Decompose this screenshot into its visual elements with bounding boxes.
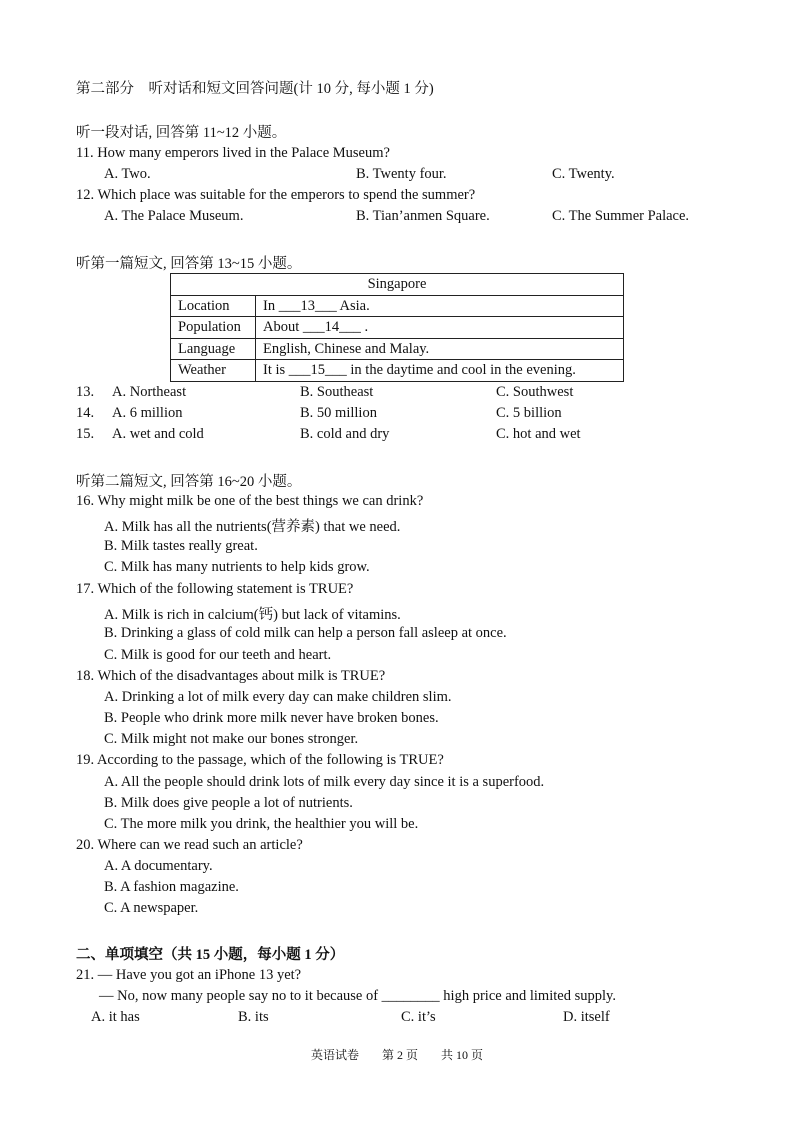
table-key: Population — [171, 317, 256, 339]
question-18-option-b: B. People who drink more milk never have broken bones. — [104, 710, 439, 726]
table-value: It is ___15___ in the daytime and cool in the evening. — [256, 360, 624, 382]
question-11-option-a: A. Two. — [104, 166, 151, 182]
question-16-option-c: C. Milk has many nutrients to help kids grow. — [104, 559, 370, 575]
table-value: In ___13___ Asia. — [256, 295, 624, 317]
table-value: English, Chinese and Malay. — [256, 338, 624, 360]
question-21-line1: 21. — Have you got an iPhone 13 yet? — [76, 967, 302, 983]
passage2-intro: 听第二篇短文, 回答第 16~20 小题。 — [76, 474, 302, 490]
part2-heading: 第二部分 听对话和短文回答问题(计 10 分, 每小题 1 分) — [76, 81, 434, 97]
question-17-option-c: C. Milk is good for our teeth and heart. — [104, 647, 332, 663]
question-15-option-b: B. cold and dry — [300, 426, 390, 442]
question-18-option-a: A. Drinking a lot of milk every day can make children slim. — [104, 689, 452, 705]
question-11-option-b: B. Twenty four. — [356, 166, 447, 182]
table-title: Singapore — [171, 274, 624, 296]
question-13-option-c: C. Southwest — [496, 384, 574, 400]
question-19-stem: 19. According to the passage, which of the following is TRUE? — [76, 752, 444, 768]
question-21-option-a: A. it has — [91, 1009, 140, 1025]
dialogue-intro: 听一段对话, 回答第 11~12 小题。 — [76, 125, 287, 141]
question-14-option-c: C. 5 billion — [496, 405, 562, 421]
question-18-stem: 18. Which of the disadvantages about milk is TRUE? — [76, 668, 386, 684]
question-13-option-b: B. Southeast — [300, 384, 374, 400]
question-12-stem: 12. Which place was suitable for the emperors to spend the summer? — [76, 187, 476, 203]
question-17-option-a: A. Milk is rich in calcium(钙) but lack of vitamins. — [104, 607, 401, 623]
table-row — [171, 317, 624, 339]
question-16-stem: 16. Why might milk be one of the best things we can drink? — [76, 493, 424, 509]
question-21-line2: — No, now many people say no to it because of ________ high price and limited supply. — [99, 988, 616, 1004]
question-17-option-b: B. Drinking a glass of cold milk can help a person fall asleep at once. — [104, 625, 507, 641]
page-footer — [0, 1046, 794, 1063]
section2-heading: 二、单项填空（共 15 小题，每小题 1 分） — [76, 947, 345, 963]
question-15-option-c: C. hot and wet — [496, 426, 581, 442]
singapore-table — [170, 273, 624, 382]
footer-total-pages: 共 10 页 — [441, 1048, 484, 1062]
question-13-option-a: A. Northeast — [112, 384, 187, 400]
question-14-number: 14. — [76, 405, 95, 421]
question-11-stem: 11. How many emperors lived in the Palace Museum? — [76, 145, 390, 161]
question-20-stem: 20. Where can we read such an article? — [76, 837, 303, 853]
table-value: About ___14___ . — [256, 317, 624, 339]
footer-subject: 英语试卷 — [310, 1048, 359, 1062]
question-12-option-b: B. Tian’anmen Square. — [356, 208, 490, 224]
question-19-option-a: A. All the people should drink lots of milk every day since it is a superfood. — [104, 774, 545, 790]
passage1-intro: 听第一篇短文, 回答第 13~15 小题。 — [76, 256, 302, 272]
question-20-option-a: A. A documentary. — [104, 858, 213, 874]
question-21-option-c: C. it’s — [401, 1009, 436, 1025]
question-13-number: 13. — [76, 384, 95, 400]
question-15-option-a: A. wet and cold — [112, 426, 204, 442]
table-key: Location — [171, 295, 256, 317]
question-14-option-a: A. 6 million — [112, 405, 183, 421]
question-18-option-c: C. Milk might not make our bones stronger. — [104, 731, 359, 747]
question-17-stem: 17. Which of the following statement is TRUE? — [76, 581, 354, 597]
question-12-option-a: A. The Palace Museum. — [104, 208, 244, 224]
question-19-option-c: C. The more milk you drink, the healthier you will be. — [104, 816, 419, 832]
question-16-option-b: B. Milk tastes really great. — [104, 538, 258, 554]
question-11-option-c: C. Twenty. — [552, 166, 615, 182]
table-row — [171, 360, 624, 382]
question-15-number: 15. — [76, 426, 95, 442]
question-14-option-b: B. 50 million — [300, 405, 377, 421]
table-key: Language — [171, 338, 256, 360]
table-key: Weather — [171, 360, 256, 382]
question-20-option-b: B. A fashion magazine. — [104, 879, 239, 895]
question-12-option-c: C. The Summer Palace. — [552, 208, 690, 224]
footer-page-number: 第 2 页 — [381, 1048, 418, 1062]
question-21-option-b: B. its — [238, 1009, 269, 1025]
table-row — [171, 295, 624, 317]
question-16-option-a: A. Milk has all the nutrients(营养素) that we need. — [104, 519, 401, 535]
question-20-option-c: C. A newspaper. — [104, 900, 199, 916]
question-19-option-b: B. Milk does give people a lot of nutrients. — [104, 795, 353, 811]
question-21-option-d: D. itself — [563, 1009, 610, 1025]
table-title-row — [171, 274, 624, 296]
table-row — [171, 338, 624, 360]
